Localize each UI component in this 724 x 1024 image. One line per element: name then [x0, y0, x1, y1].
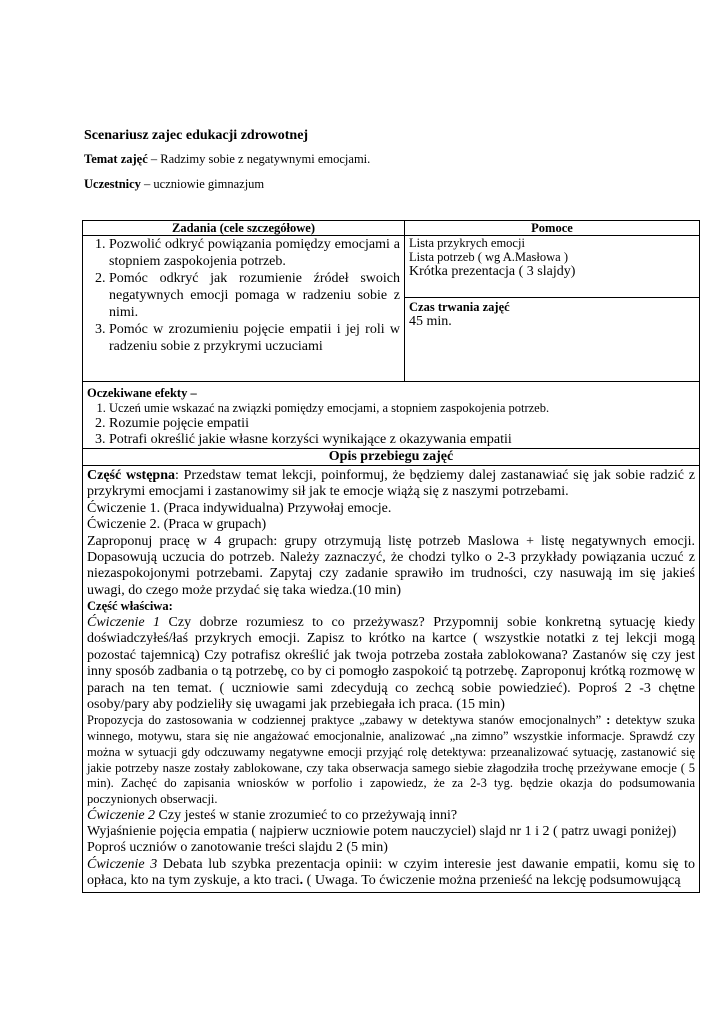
- topic-label: Temat zajęć: [84, 152, 148, 166]
- effects-row: [83, 382, 700, 449]
- exercise-2-text: Zaproponuj pracę w 4 grupach: grupy otrzymują listę potrzeb Maslowa + listę negatywnych emocji. Dopasowują uczucia do potrzeb. Należy zaznaczyć, że chodzi tylko o 2-3 przykłady powiązania uczuć z niezaspokojonymi potrzebami. Zapytaj czy zadanie sprawiło im trudności, czy nasuwają im się jakieś uwagi, do czego może przydać się taka wiedza.(10 min): [87, 533, 695, 598]
- tasks-header: Zadania (cele szczegółowe): [83, 221, 405, 236]
- duration-label: Czas trwania zajęć: [409, 299, 510, 314]
- tasks-cell: [83, 236, 405, 382]
- exercise-2: Ćwiczenie 2. (Praca w grupach): [87, 517, 267, 533]
- main-exercise-3-dot: .: [299, 873, 304, 889]
- intro-text: : Przedstaw temat lekcji, poinformuj, że będziemy dalej zastanawiać się jak sobie radzić z przykrymi emocjami i zastanowimy sił jak te emocje wiążą się z naszymi potrzebami.: [87, 468, 695, 500]
- aid-item: Lista potrzeb ( wg A.Masłowa ): [409, 250, 568, 264]
- tasks-list: [87, 236, 400, 355]
- participants-text: – uczniowie gimnazjum: [140, 177, 265, 191]
- effect-item: 2. Rozumie pojęcie empatii: [109, 416, 695, 432]
- main-exercise-2: [87, 808, 695, 824]
- main-exercise-1-label: Ćwiczenie 1: [87, 614, 161, 630]
- participants-label: Uczestnicy: [84, 177, 141, 191]
- participants-line: [84, 177, 264, 192]
- document-title: Scenariusz zajec edukacji zdrowotnej: [84, 128, 309, 143]
- task-item: 3. Pomóc w zrozumieniu pojęcie empatii i jej roli w radzeniu sobie z przykrymi uczuciami: [109, 321, 400, 355]
- main-exercise-3-text: Debata lub szybka prezentacja opinii: w czyim interesie jest dawanie empatii, komu się to opłaca, kto na tym zyskuje, a kto traci: [87, 856, 695, 889]
- effects-title: Oczekiwane efekty –: [87, 386, 197, 400]
- aids-cell: [405, 236, 700, 298]
- exercise-1: Ćwiczenie 1. (Praca indywidualna) Przywołaj emocje.: [87, 500, 392, 516]
- proposal-text: detektyw szuka winnego, motywu, stara się nie angażować emocjonalnie, analizować „na zimno” wszystkie informacje. Sprawdź czy można w sytuacji gdy odczuwamy negatywne emocji przyjąć rolę detektywa: przeanalizować sytuację, zastanowić się jakie potrzeby nasze zostały zablokowane, czy taka obserwacja samego siebie złagodziła trochę przeżywane emocje ( 5 min). Zachęć do zapisania wniosków w porfolio i zapowiedz, że za 2-3 tyg. będzie okazja do podsumowania poczynionych obserwacji.: [87, 713, 695, 806]
- task-item: 2. Pomóc odkryć jak rozumienie źródeł swoich negatywnych emocji pomaga w radzeniu sobie z nimi.: [109, 270, 400, 321]
- effects-cell: [83, 382, 700, 449]
- duration-cell: [405, 297, 700, 381]
- main-exercise-3-label: Ćwiczenie 3: [87, 856, 158, 872]
- duration-value: 45 min.: [409, 313, 452, 329]
- course-cell: [83, 466, 700, 893]
- intro-label: Część wstępna: [87, 468, 175, 483]
- course-header-row: [83, 449, 700, 466]
- effect-item: 1. Uczeń umie wskazać na związki pomiędzy emocjami, a stopniem zaspokojenia potrzeb.: [109, 400, 695, 416]
- aid-item: Lista przykrych emocji: [409, 236, 525, 250]
- main-exercise-3-tail: ( Uwaga. To ćwiczenie można przenieść na lekcję podsumowującą: [303, 873, 681, 889]
- main-exercise-1: [87, 615, 695, 713]
- main-exercise-1-text: Czy dobrze rozumiesz to co przeżywasz? Przypomnij sobie konkretną sytuację kiedy doświadczyłeś/łaś przykrych emocji. Zapisz to krótko na kartce ( wszystkie notatki z tej lekcji mogą pozostać tajemnicą) Czy potrafisz określić jak twoja potrzeba została zablokowana? Zastanów się czy jest inny sposób zadbania o tą potrzebę, co by ci pomogło zaspokoić tą potrzebę. Zaproponuj krótką rozmowę w parach na ten temat. ( uczniowie sami zdecydują co zechcą sobie powiedzieć). Poproś 2 -3 chętne osoby/pary aby podzieliły się uwagami jak przebiegała ich praca. (15 min): [87, 614, 695, 712]
- topic-line: [84, 152, 370, 167]
- lesson-table: [82, 220, 700, 893]
- main-part-label: Część właściwa:: [87, 599, 173, 614]
- course-header: Opis przebiegu zajęć: [83, 449, 700, 466]
- proposal-colon: :: [601, 713, 616, 728]
- proposal-intro: Propozycja do zastosowania w codziennej praktyce „zabawy w detektywa stanów emocjonalnych”: [87, 713, 602, 728]
- course-row: [83, 466, 700, 893]
- topic-text: – Radzimy sobie z negatywnymi emocjami.: [147, 152, 371, 166]
- task-item: 1. Pozwolić odkryć powiązania pomiędzy emocjami a stopniem zaspokojenia potrzeb.: [109, 236, 400, 270]
- empathy-paragraph: Wyjaśnienie pojęcia empatia ( najpierw uczniowie potem nauczyciel) slajd nr 1 i 2 ( patrz uwagi poniżej): [87, 824, 677, 840]
- effect-item: 3. Potrafi określić jakie własne korzyści wynikające z okazywania empatii: [109, 432, 695, 448]
- slide-paragraph: Poproś uczniów o zanotowanie treści slajdu 2 (5 min): [87, 840, 388, 856]
- table-header-row: [83, 221, 700, 236]
- intro-paragraph: [87, 468, 695, 501]
- main-exercise-2-label: Ćwiczenie 2: [87, 807, 156, 823]
- tasks-row: [83, 236, 700, 298]
- aid-item: Krótka prezentacja ( 3 slajdy): [409, 264, 576, 279]
- proposal-paragraph: [87, 713, 695, 807]
- aids-header: Pomoce: [405, 221, 700, 236]
- main-exercise-2-text: Czy jesteś w stanie zrozumieć to co przeżywają inni?: [155, 807, 458, 823]
- main-exercise-3: [87, 857, 695, 890]
- effects-list: [87, 400, 695, 448]
